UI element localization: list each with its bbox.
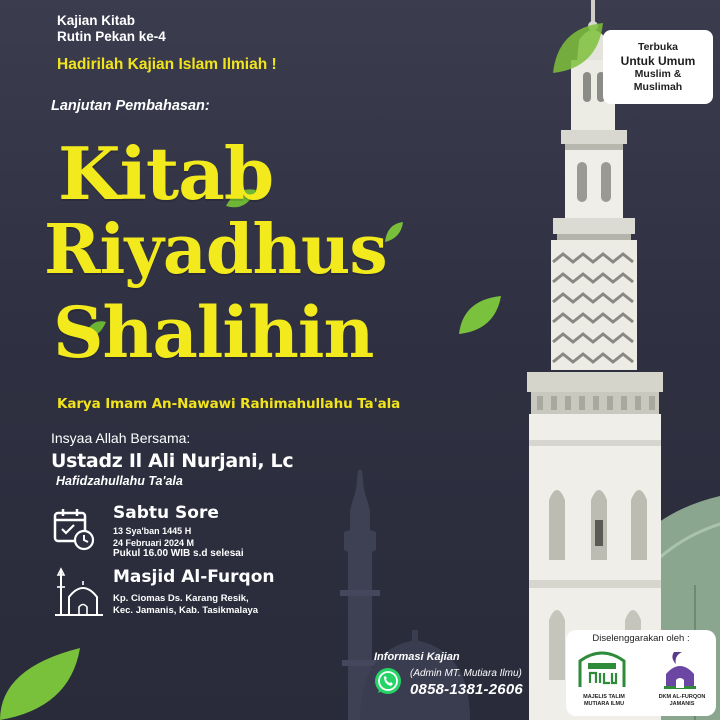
badge-line2: Untuk Umum: [620, 53, 696, 68]
title-line-1: Kitab: [58, 131, 274, 216]
badge-line4: Muslimah: [633, 80, 683, 93]
organizer-card: [566, 630, 716, 716]
venue-name: Masjid Al-Furqon: [113, 567, 275, 587]
admin-label: (Admin MT. Mutiara Ilmu): [410, 668, 522, 679]
title-line-3: Shalihin: [53, 291, 374, 374]
organizer-1-name: MAJELIS TALIM MUTIARA ILMU: [583, 694, 625, 707]
invitation-headline: Hadirilah Kajian Islam Ilmiah !: [57, 56, 277, 73]
event-day: Sabtu Sore: [113, 503, 219, 523]
continuation-label: Lanjutan Pembahasan:: [51, 98, 210, 114]
calendar-icon: [53, 507, 95, 551]
book-author: Karya Imam An-Nawawi Rahimahullahu Ta'ala: [57, 396, 401, 412]
leaf-icon: [0, 648, 82, 720]
event-series-label: [57, 13, 166, 45]
event-time: Pukul 16.00 WIB s.d selesai: [113, 548, 244, 559]
open-public-badge: [603, 30, 713, 104]
leaf-icon: [548, 18, 608, 78]
leaf-icon: [455, 294, 503, 338]
minaret-image: [505, 0, 675, 720]
organizer-title: Diselenggarakan oleh :: [592, 633, 690, 644]
gregorian-date: 24 Februari 2024 M: [113, 538, 195, 548]
venue-address-line2: Kec. Jamanis, Kab. Tasikmalaya: [113, 605, 259, 616]
whatsapp-icon[interactable]: [373, 666, 403, 696]
info-title: Informasi Kajian: [374, 651, 460, 663]
speaker-name: Ustadz Il Ali Nurjani, Lc: [51, 450, 294, 472]
speaker-honorific: Hafidzahullahu Ta'ala: [56, 474, 183, 488]
speaker-intro: Insyaa Allah Bersama:: [51, 430, 191, 446]
mutiara-ilmu-logo-icon: [574, 647, 630, 689]
contact-phone[interactable]: 0858-1381-2606: [410, 681, 523, 698]
title-line-2: Riyadhus: [44, 210, 387, 290]
event-series-line1: Kajian Kitab: [57, 13, 136, 28]
badge-line3: Muslim &: [634, 67, 682, 80]
organizer-2-name: DKM AL-FURQON JAMANIS: [658, 694, 706, 707]
venue-address-line1: Kp. Ciomas Ds. Karang Resik,: [113, 593, 249, 604]
al-furqon-logo-icon: [660, 648, 700, 690]
mosque-icon: [53, 563, 105, 617]
hijri-date: 13 Sya'ban 1445 H: [113, 526, 192, 536]
badge-line1: Terbuka: [637, 40, 679, 53]
event-series-line2: Rutin Pekan ke-4: [57, 29, 166, 44]
